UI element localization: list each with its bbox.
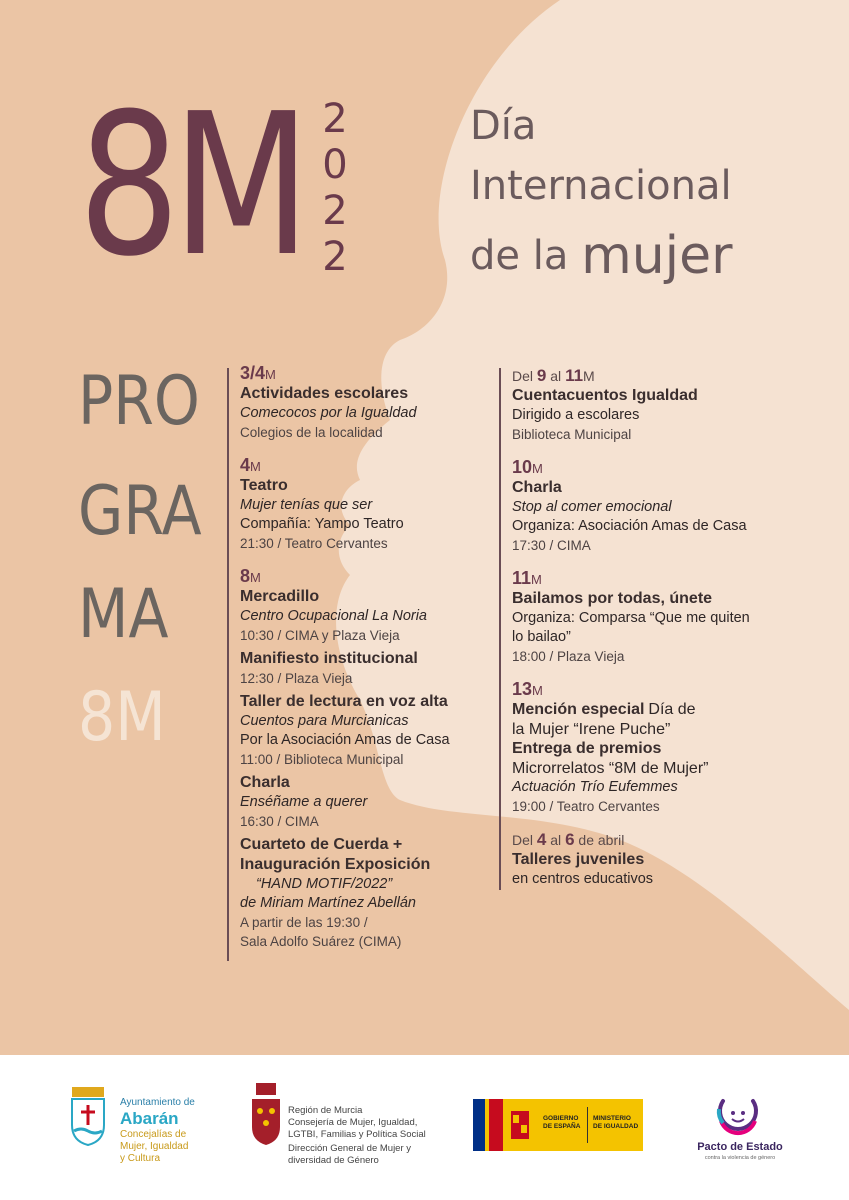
- abaran-logo: Ayuntamiento de Abarán Concejalías de Mujer, Igualdad y Cultura: [66, 1085, 110, 1152]
- eu-flag-icon: [473, 1099, 485, 1151]
- event-9-11-marzo: Del 9 al 11M Cuentacuentos Igualdad Dirigido a escolares Biblioteca Municipal: [512, 366, 698, 442]
- event-10-marzo: 10M Charla Stop al comer emocional Organiza: Asociación Amas de Casa 17:30 / CIMA: [512, 457, 747, 553]
- title-line-2: Internacional: [470, 163, 732, 209]
- event-4-6-abril: Del 4 al 6 de abril Talleres juveniles en centros educativos: [512, 830, 654, 887]
- event-8-marzo: 8M Mercadillo Centro Ocupacional La Noria 10:30 / CIMA y Plaza Vieja Manifiesto institucional 12:30 / Plaza Vieja Taller de lectura en voz alta Cuentos para Murcianicas Por la Asociación Amas de Casa 11:00 / Biblioteca Municipal Charla Enséñame a querer 16:30 / CIMA Cuarteto de Cuerda + Inauguración Exposición “HAND MOTIF/2022” de Miriam Martínez Abellán A partir de las 19:30 / Sala Adolfo Suárez (CIMA): [240, 566, 450, 949]
- murcia-logo: Región de Murcia Consejería de Mujer, Igualdad, LGTBI, Familias y Política Social Dirección General de Mujer y diversidad de Género: [250, 1083, 282, 1150]
- coat-of-arms-icon: [505, 1105, 535, 1145]
- event-11-marzo: 11M Bailamos por todas, únete Organiza: Comparsa “Que me quiten lo bailao” 18:00 / Plaza Vieja: [512, 568, 750, 664]
- hero-year: 2 0 2 2: [322, 96, 348, 280]
- footer-logos: Ayuntamiento de Abarán Concejalías de Mujer, Igualdad y Cultura Región de Murcia Consejería de Mujer, Igualdad, LGTBI, Familias y Política Social Dirección General de Mujer y diversidad de Género GOBIERNO DE ESPAÑA MINISTERIO DE IGUALDAD Pacto de Estado contra la violencia de género: [0, 1055, 849, 1200]
- programa-line-1: PRO: [78, 362, 200, 441]
- divider-right: [499, 368, 501, 890]
- hero-8m: 8M: [78, 72, 303, 300]
- event-3-4-marzo: 3/4M Actividades escolares Comecocos por la Igualdad Colegios de la localidad: [240, 363, 417, 440]
- event-4-marzo: 4M Teatro Mujer tenías que ser Compañía: Yampo Teatro 21:30 / Teatro Cervantes: [240, 455, 404, 551]
- spain-flag-icon: [489, 1099, 503, 1151]
- right-column: [512, 366, 792, 897]
- programa-line-3: MA: [78, 575, 169, 654]
- programa-line-4: 8M: [78, 678, 166, 757]
- murcia-shield-icon: [250, 1083, 282, 1145]
- title-line-3: de la mujer: [470, 226, 733, 286]
- smile-icon: [713, 1091, 763, 1137]
- ministerio-logo: GOBIERNO DE ESPAÑA MINISTERIO DE IGUALDAD: [473, 1099, 643, 1151]
- programa-line-2: GRA: [78, 472, 202, 551]
- event-13-marzo: 13M Mención especial Día de la Mujer “Irene Puche” Entrega de premios Microrrelatos “8M de Mujer” Actuación Trío Eufemmes 19:00 / Teatro Cervantes: [512, 679, 709, 814]
- abaran-shield-icon: [66, 1085, 110, 1147]
- left-column: [240, 364, 490, 959]
- title-line-1: Día: [470, 103, 537, 149]
- divider-left: [227, 368, 229, 961]
